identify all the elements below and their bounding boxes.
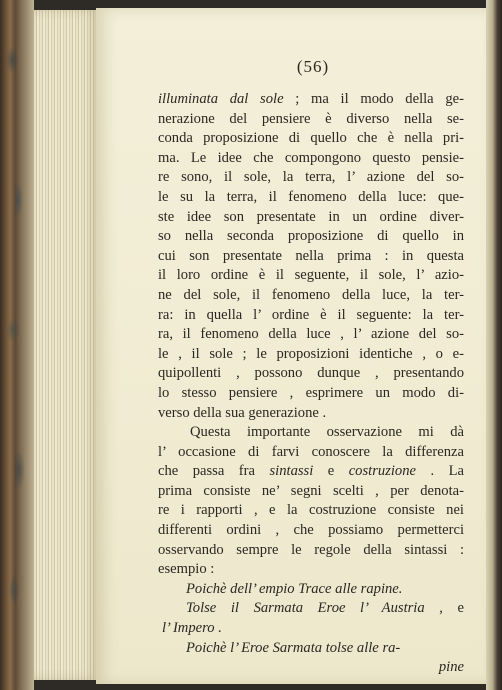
text-line: cui son presentate nella prima : in questa [158,247,464,264]
text-line: re sono, il sole, la terra, l’ azione del so- [158,169,464,186]
text-line: osservando sempre le regole della sintassi : [158,541,464,558]
text-line: conda proposizione di quello che è nella pri- [158,130,464,147]
page-number: (56) [296,57,330,76]
text-line: ne del sole, il fenomeno della luce, la ter- [158,286,464,303]
facing-page-edge [486,0,502,690]
binding-texture [4,0,26,690]
text-line: so nella seconda proposizione di quello in [158,228,464,245]
verse-text: Tolse il Sarmata Eroe l’ Austria [186,600,425,617]
text-line: le su la terra, il fenomeno della luce: que- [158,188,464,205]
italic-phrase: illuminata dal sole [158,91,284,107]
text-run: ; ma il modo della ge- [283,91,464,107]
text-line: le , il sole ; le proposizioni identiche , o e- [158,345,464,362]
text-line: ma. Le idee che compongono questo pensie- [158,149,464,166]
text-line: ra: in quella l’ ordine è il seguente: la ter- [158,306,464,323]
text-line: quipollenti , possono dunque , presentando [158,365,464,382]
text-run: che passa fra [158,463,270,480]
italic-term-costruzione: costruzione [348,463,416,480]
text-line: l’ occasione di farvi conoscere la differenza [158,443,464,460]
text-line: re i rapporti , e la costruzione consiste nei [158,502,464,519]
text-line: lo stesso pensiere , esprimere un modo di- [158,384,464,401]
text-line: il loro ordine è il seguente, il sole, l’ azio- [158,267,464,284]
book-binding [0,0,34,690]
page-text [158,90,464,678]
text-line: prima consiste ne’ segni scelti , per denota- [158,482,464,499]
text-line [158,462,464,482]
verse-text: l’ Impero . [162,620,222,637]
text-line: differenti ordini , che possiamo permetterci [158,522,464,539]
verse-line: Poichè l’ Eroe Sarmata tolse alle ra- [186,639,401,656]
text-line: verso della sua generazione . [158,404,327,421]
text-run: , e [424,600,464,617]
text-line: esempio : [158,561,215,578]
verse-line [158,619,464,639]
verse-line: pine [438,659,464,676]
text-line: nerazione del pensiere è diverso nella se- [158,110,464,127]
text-run: e [313,463,349,480]
text-line [158,90,464,110]
verse-line: Poichè dell’ empio Trace alle rapine. [186,580,403,597]
verse-line [158,599,464,619]
page-edges [34,10,98,680]
text-line: ra, il fenomeno della luce , l’ azione del so- [158,326,464,343]
text-line: Questa importante osservazione mi dà [190,424,464,441]
text-run: . La [416,463,464,480]
italic-term-sintassi: sintassi [269,463,314,480]
text-line: ste idee son presentate in un ordine diver- [158,208,464,225]
